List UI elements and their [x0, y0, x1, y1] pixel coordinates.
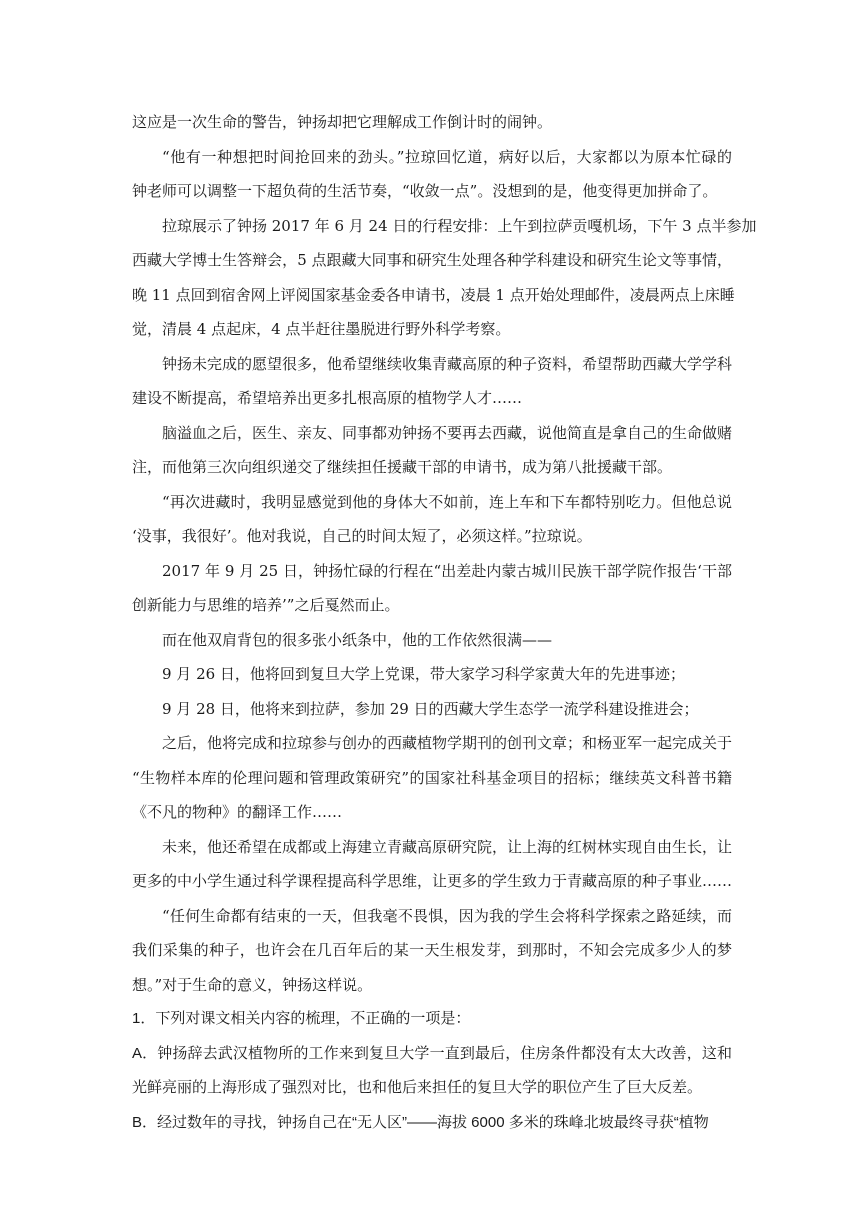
text-line: A．钟扬辞去武汉植物所的工作来到复旦大学一直到最后，住房条件都没有太大改善，这和	[132, 1044, 732, 1062]
paragraph-p2	[132, 140, 732, 209]
text-line: 西藏大学博士生答辩会，5 点跟藏大同事和研究生处理各种学科建设和研究生论文等事情，	[132, 251, 732, 269]
text-line: 9 月 26 日，他将回到复旦大学上党课，带大家学习科学家黄大年的先进事迹；	[162, 665, 685, 683]
question-stem: 1．下列对课文相关内容的梳理，不正确的一项是：	[132, 1010, 471, 1027]
text-line: 2017 年 9 月 25 日，钟扬忙碌的行程在“出差赴内蒙古城川民族干部学院作报告‘干部	[162, 561, 732, 580]
text-line: “再次进藏时，我明显感觉到他的身体大不如前，连上车和下车都特别吃力。但他总说	[162, 492, 732, 511]
text-line: B．经过数年的寻找，钟扬自己在“无人区”——海拔 6000 多米的珠峰北坡最终寻获“植物	[132, 1113, 709, 1131]
text-line: 光鲜亮丽的上海形成了强烈对比，也和他后来担任的复旦大学的职位产生了巨大反差。	[132, 1079, 703, 1096]
option-B	[132, 1106, 732, 1141]
paragraph-p10	[132, 692, 732, 727]
text-line: 晚 11 点回到宿舍网上评阅国家基金委各申请书，凌晨 1 点开始处理邮件，凌晨两点上床睡	[132, 285, 735, 304]
paragraph-p9	[132, 657, 732, 692]
text-line: 钟扬未完成的愿望很多，他希望继续收集青藏高原的种子资料，希望帮助西藏大学学科	[162, 354, 733, 373]
paragraph-p7	[132, 554, 732, 623]
paragraph-p3	[132, 209, 757, 347]
text-line: 脑溢血之后，医生、亲友、同事都劝钟扬不要再去西藏，说他简直是拿自己的生命做赌	[162, 423, 733, 442]
text-line: 注，而他第三次向组织递交了继续担任援藏干部的申请书，成为第八批援藏干部。	[132, 458, 673, 476]
paragraph-p11	[132, 726, 732, 830]
text-line: 钟老师可以调整一下超负荷的生活节奏，“收敛一点”。没想到的是，他变得更加拼命了。	[132, 182, 718, 200]
text-line: ‘没事，我很好’。他对我说，自己的时间太短了，必须这样。”拉琼说。	[132, 527, 592, 545]
text-line: “生物样本库的伦理问题和管理政策研究”的国家社科基金项目的招标；继续英文科普书籍	[132, 768, 732, 787]
text-line: 《不凡的物种》的翻译工作……	[132, 803, 343, 821]
text-line: 而在他双肩背包的很多张小纸条中，他的工作依然很满——	[162, 630, 553, 649]
option-A	[132, 1037, 732, 1106]
paragraph-p6	[132, 485, 732, 554]
paragraph-p1	[132, 105, 732, 140]
paragraph-p4	[132, 347, 732, 416]
text-line: 拉琼展示了钟扬 2017 年 6 月 24 日的行程安排：上午到拉萨贡嘎机场，下午 3 点半参加	[162, 216, 757, 235]
text-line: 我们采集的种子，也许会在几百年后的某一天生根发芽，到那时，不知会完成多少人的梦	[132, 941, 732, 959]
text-line: 建设不断提高，希望培养出更多扎根高原的植物学人才……	[132, 389, 523, 407]
text-line: 想。”对于生命的意义，钟扬这样说。	[132, 975, 373, 994]
text-line: 这应是一次生命的警告，钟扬却把它理解成工作倒计时的闹钟。	[132, 113, 553, 131]
paragraph-p13	[132, 899, 732, 1003]
paragraph-p8	[132, 623, 732, 658]
text-line: 创新能力与思维的培养’”之后戛然而止。	[132, 596, 400, 614]
paragraph-p12	[132, 830, 732, 899]
text-line: “他有一种想把时间抢回来的劲头。”拉琼回忆道，病好以后，大家都以为原本忙碌的	[162, 147, 732, 166]
text-line: 9 月 28 日，他将来到拉萨，参加 29 日的西藏大学生态学一流学科建设推进会；	[162, 699, 699, 718]
paragraph-p5	[132, 416, 732, 485]
text-line: 之后，他将完成和拉琼参与创办的西藏植物学期刊的创刊文章；和杨亚军一起完成关于	[162, 734, 733, 752]
text-line: 更多的中小学生通过科学课程提高科学思维，让更多的学生致力于青藏高原的种子事业……	[132, 872, 733, 890]
text-line: “任何生命都有结束的一天，但我毫不畏惧，因为我的学生会将科学探索之路延续，而	[162, 906, 732, 925]
text-line: 未来，他还希望在成都或上海建立青藏高原研究院，让上海的红树林实现自由生长，让	[162, 837, 733, 856]
text-line: 觉，清晨 4 点起床，4 点半赶往墨脱进行野外科学考察。	[132, 320, 511, 338]
